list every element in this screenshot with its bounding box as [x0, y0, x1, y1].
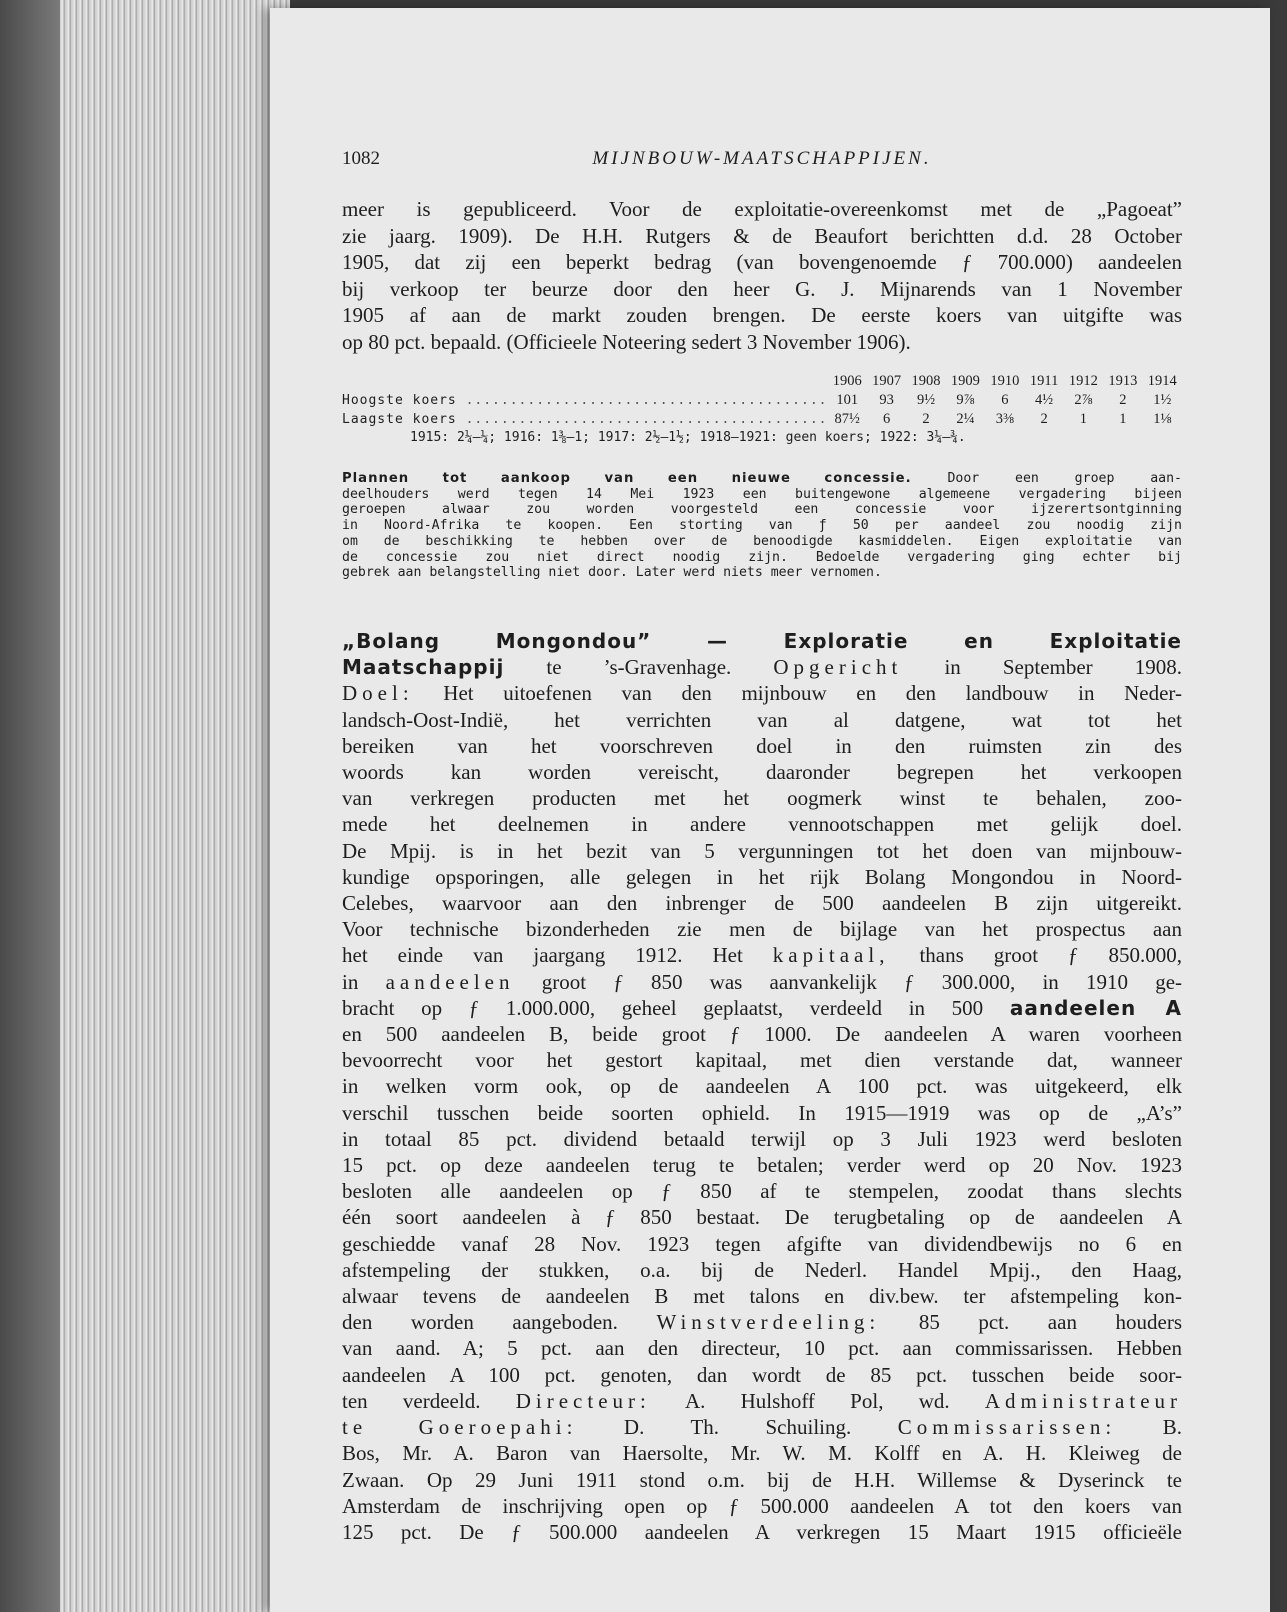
year-header: 1911: [1029, 373, 1059, 389]
table-cell: 9⅞: [956, 392, 975, 408]
text-line: in Noord-Afrika te koopen. Een storting van ƒ 50 per aandeel zou noodig zijn: [342, 518, 1182, 534]
text-line: 1905 af aan de markt zouden brengen. De eerste koers van uitgifte was: [342, 303, 1182, 327]
table-cell: 93: [879, 392, 894, 408]
text-line: kundige opsporingen, alle gelegen in het rijk Bolang Mongondou in Noord-: [342, 864, 1182, 889]
table-cell: 1⅛: [1153, 411, 1172, 427]
text-line: bevoorrecht voor het gestort kapitaal, met dien verstande dat, wanneer: [342, 1048, 1182, 1073]
text-line: zie jaarg. 1909). De H.H. Rutgers & de Beaufort berichtten d.d. 28 October: [342, 223, 1182, 248]
text-line: woords kan worden vereischt, daaronder begrepen het verkoopen: [342, 760, 1182, 785]
text-line: van verkregen producten met het oogmerk winst te behalen, zoo-: [342, 786, 1182, 811]
running-title: MIJNBOUW-MAATSCHAPPIJEN.: [592, 148, 932, 169]
text-line: 125 pct. De ƒ 500.000 aandeelen A verkregen 15 Maart 1915 officieële: [342, 1519, 1182, 1544]
text-line: om de beschikking te hebben over de benoodigde kasmiddelen. Eigen exploitatie van: [342, 533, 1182, 549]
text-line: landsch-Oost-Indië, het verrichten van al datgene, wat tot het: [342, 707, 1182, 732]
intro-paragraph: [342, 196, 1182, 355]
koers-table-corner: [342, 372, 827, 391]
text-line: en 500 aandeelen B, beide groot ƒ 1000. De aandeelen A waren voorheen: [342, 1022, 1182, 1047]
text-line: Plannen tot aankoop van een nieuwe concessie. Door een groep aan-: [342, 471, 1182, 486]
text-line: bij verkoop ter beurze door den heer G. J. Mijnarends van 1 November: [342, 276, 1182, 301]
table-row: [342, 410, 1182, 429]
text-line: in aandeelen groot ƒ 850 was aanvankelijk ƒ 300.000, in 1910 ge-: [342, 969, 1183, 994]
text-line: 1905, dat zij een beperkt bedrag (van bovengenoemde ƒ 700.000) aandeelen: [342, 250, 1182, 274]
text-line: mede het deelnemen in andere vennootschappen met gelijk doel.: [342, 812, 1182, 837]
book-spine-shadow: [0, 0, 60, 1612]
table-cell: 1: [1079, 411, 1088, 427]
row-label: Hoogste koers .........................................: [342, 393, 828, 408]
koers-table-header-row: [342, 372, 1182, 391]
year-header: 1909: [950, 373, 980, 389]
text-line: De Mpij. is in het bezit van 5 vergunningen tot het doen van mijnbouw-: [342, 838, 1182, 863]
text-line: Voor technische bizonderheden zie men de bijlage van het prospectus aan: [342, 917, 1182, 942]
book-page: [270, 8, 1270, 1612]
koers-table: [342, 372, 1182, 429]
text-line: Amsterdam de inschrijving open op ƒ 500.000 aandeelen A tot den koers van: [342, 1493, 1182, 1518]
text-line: Doel: Het uitoefenen van den mijnbouw en den landbouw in Neder-: [342, 681, 1182, 706]
text-line: op 80 pct. bepaald. (Officieele Noteering sedert 3 November 1906).: [342, 329, 911, 354]
text-line: verschil tusschen beide soorten ophield. In 1915—1919 was op de „A’s”: [342, 1100, 1182, 1125]
page-header: [342, 148, 1182, 178]
text-line: ten verdeeld. Directeur: A. Hulshoff Pol, wd. Administrateur: [342, 1388, 1183, 1413]
plannen-heading: Plannen tot aankoop van een nieuwe concessie.: [342, 471, 912, 486]
table-cell: 3⅜: [995, 411, 1014, 427]
table-cell: 6: [1001, 392, 1009, 408]
text-line: afstempeling der stukken, o.a. bij de Nederl. Handel Mpij., den Haag,: [342, 1257, 1182, 1282]
text-line: besloten alle aandeelen op ƒ 850 af te stempelen, zoodat thans slechts: [342, 1179, 1182, 1204]
text-line: Zwaan. Op 29 Juni 1911 stond o.m. bij de H.H. Willemse & Dyserinck te: [342, 1467, 1182, 1492]
text-line: deelhouders werd tegen 14 Mei 1923 een buitengewone algemeene vergadering bijeen: [342, 486, 1182, 502]
text-line: aandeelen A 100 pct. genoten, dan wordt de 85 pct. tusschen beide soor-: [342, 1362, 1182, 1387]
year-header: 1912: [1068, 373, 1098, 389]
table-cell: 1: [1119, 411, 1127, 427]
text-line: Celebes, waarvoor aan den inbrenger de 500 aandeelen B zijn uitgereikt.: [342, 891, 1182, 916]
text-line: de concessie zou niet direct noodig zijn. Bedoelde vergadering ging echter bij: [342, 549, 1182, 565]
table-cell: 87½: [834, 411, 860, 427]
text-line: in welken vorm ook, op de aandeelen A 100 pct. was uitgekeerd, elk: [342, 1074, 1182, 1099]
text-line: den worden aangeboden. Winstverdeeling: 85 pct. aan houders: [342, 1310, 1182, 1335]
row-label: Laagste koers .........................................: [342, 412, 828, 427]
text-line: te Goeroepahi: D. Th. Schuiling. Commissarissen: B.: [342, 1415, 1183, 1440]
table-cell: 4½: [1035, 392, 1054, 408]
text-line: van aand. A; 5 pct. aan den directeur, 10 pct. aan commissarissen. Hebben: [342, 1336, 1182, 1361]
table-cell: 1½: [1153, 392, 1172, 408]
table-cell: 2: [922, 411, 930, 427]
text-line: bereiken van het voorschreven doel in den ruimsten zin des: [342, 733, 1182, 758]
year-header: 1906: [832, 373, 862, 389]
koers-note: 1915: 2¼—¼; 1916: 1⅜—1; 1917: 2½—1½; 1918—1921: geen koers; 1922: 3¼—¾.: [410, 430, 966, 445]
table-cell: 2⅞: [1074, 392, 1093, 408]
company-title: „Bolang Mongondou” — Exploratie en Exploitatie: [342, 629, 1182, 653]
table-row: [342, 391, 1182, 410]
bolang-entry: [342, 628, 1182, 1545]
text-line: geroepen alwaar zou worden voorgesteld een concessie voor ijzerertsontginning: [342, 502, 1182, 518]
year-header: 1907: [872, 373, 902, 389]
text-line: 15 pct. op deze aandeelen terug te betalen; verder werd op 20 Nov. 1923: [342, 1153, 1182, 1178]
year-header: 1914: [1147, 373, 1177, 389]
table-cell: 9½: [916, 392, 936, 408]
text-line: in totaal 85 pct. dividend betaald terwijl op 3 Juli 1923 werd besloten: [342, 1126, 1182, 1151]
company-title-cont: Maatschappij: [342, 655, 505, 680]
text-line: Maatschappij te ’s-Gravenhage. Opgericht in September 1908.: [342, 655, 1182, 680]
text-line: meer is gepubliceerd. Voor de exploitatie-overeenkomst met de „Pagoeat”: [342, 197, 1182, 221]
table-cell: 6: [882, 411, 891, 427]
text-line: het einde van jaargang 1912. Het kapitaal, thans groot ƒ 850.000,: [342, 943, 1182, 968]
text-line: gebrek aan belangstelling niet door. Later werd niets meer vernomen.: [342, 565, 882, 581]
table-cell: 2: [1040, 411, 1048, 427]
plannen-paragraph: [342, 471, 1182, 581]
table-cell: 2¼: [956, 411, 975, 427]
text-line: één soort aandeelen à ƒ 850 bestaat. De terugbetaling op de aandeelen A: [342, 1205, 1182, 1230]
text-line: Bos, Mr. A. Baron van Haersolte, Mr. W. M. Kolff en A. H. Kleiweg de: [342, 1441, 1182, 1466]
year-header: 1910: [990, 373, 1020, 389]
year-header: 1908: [911, 373, 941, 389]
text-line: bracht op ƒ 1.000.000, geheel geplaatst, verdeeld in 500 aandeelen A: [342, 995, 1183, 1020]
year-header: 1913: [1108, 373, 1138, 389]
table-cell: 2: [1119, 392, 1127, 408]
page-number: 1082: [342, 148, 380, 169]
table-cell: 101: [836, 392, 859, 408]
text-line: alwaar tevens de aandeelen B met talons en div.bew. ter afstempeling kon-: [342, 1284, 1182, 1309]
text-line: geschiedde vanaf 28 Nov. 1923 tegen afgifte van dividendbewijs no 6 en: [342, 1231, 1182, 1256]
